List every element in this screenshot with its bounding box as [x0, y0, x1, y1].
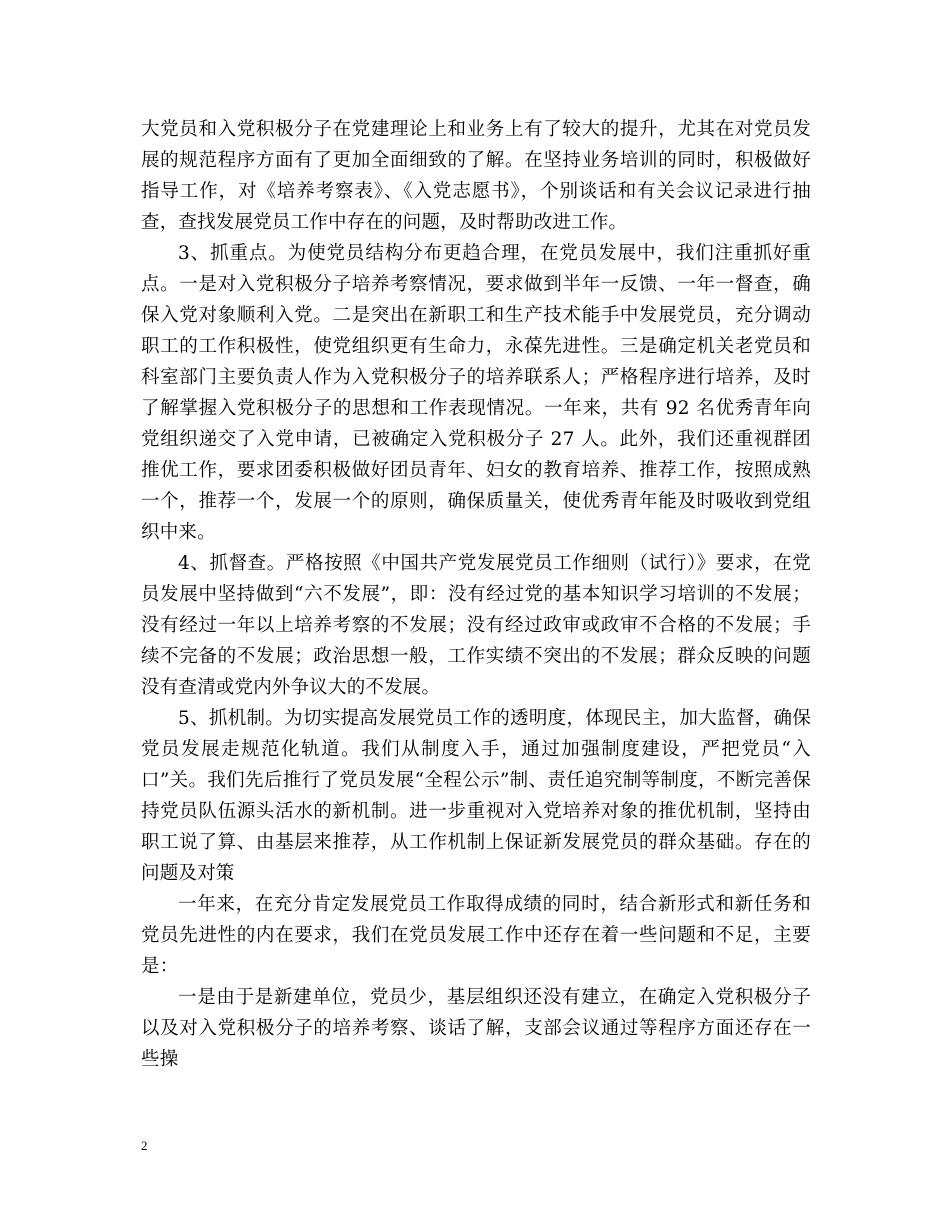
page-number: 2: [141, 1138, 148, 1153]
paragraph-supervision: 4、抓督查。严格按照《中国共产党发展党员工作细则（试行）》要求，在党员发展中坚持做到“六不发展”，即：没有经过党的基本知识学习培训的不发展；没有经过一年以上培养考察的不发展；没有经过政审或政审不合格的不发展；手续不完备的不发展；政治思想一般，工作实绩不突出的不发展；群众反映的问题没有查清或党内外争议大的不发展。: [141, 553, 811, 698]
paragraph-problem-one: 一是由于是新建单位，党员少，基层组织还没有建立，在确定入党积极分子以及对入党积极分子的培养考察、谈话了解，支部会议通过等程序方面还存在一些操: [141, 987, 811, 1070]
document-body: [141, 114, 811, 1075]
paragraph-summary: 一年来，在充分肯定发展党员工作取得成绩的同时，结合新形式和新任务和党员先进性的内在要求，我们在党员发展工作中还存在着一些问题和不足，主要是：: [141, 894, 811, 977]
paragraph-mechanism: 5、抓机制。为切实提高发展党员工作的透明度，体现民主，加大监督，确保党员发展走规范化轨道。我们从制度入手，通过加强制度建设，严把党员“入口”关。我们先后推行了党员发展“全程公示”制、责任追究制等制度，不断完善保持党员队伍源头活水的新机制。进一步重视对入党培养对象的推优机制，坚持由职工说了算、由基层来推荐，从工作机制上保证新发展党员的群众基础。存在的问题及对策: [141, 708, 811, 884]
paragraph-continuation: 大党员和入党积极分子在党建理论上和业务上有了较大的提升，尤其在对党员发展的规范程序方面有了更加全面细致的了解。在坚持业务培训的同时，积极做好指导工作，对《培养考察表》、《入党志愿书》，个别谈话和有关会议记录进行抽查，查找发展党员工作中存在的问题，及时帮助改进工作。: [141, 119, 811, 233]
paragraph-focus-key-points: 3、抓重点。为使党员结构分布更趋合理，在党员发展中，我们注重抓好重点。一是对入党积极分子培养考察情况，要求做到半年一反馈、一年一督查，确保入党对象顺利入党。二是突出在新职工和生产技术能手中发展党员，充分调动职工的工作积极性，使党组织更有生命力，永葆先进性。三是确定机关老党员和科室部门主要负责人作为入党积极分子的培养联系人；严格程序进行培养，及时了解掌握入党积极分子的思想和工作表现情况。一年来，共有 92 名优秀青年向党组织递交了入党申请，已被确定入党积极分子 27 人。此外，我们还重视群团推优工作，要求团委积极做好团员青年、妇女的教育培养、推荐工作，按照成熟一个，推荐一个，发展一个的原则，确保质量关，使优秀青年能及时吸收到党组织中来。: [141, 243, 811, 543]
